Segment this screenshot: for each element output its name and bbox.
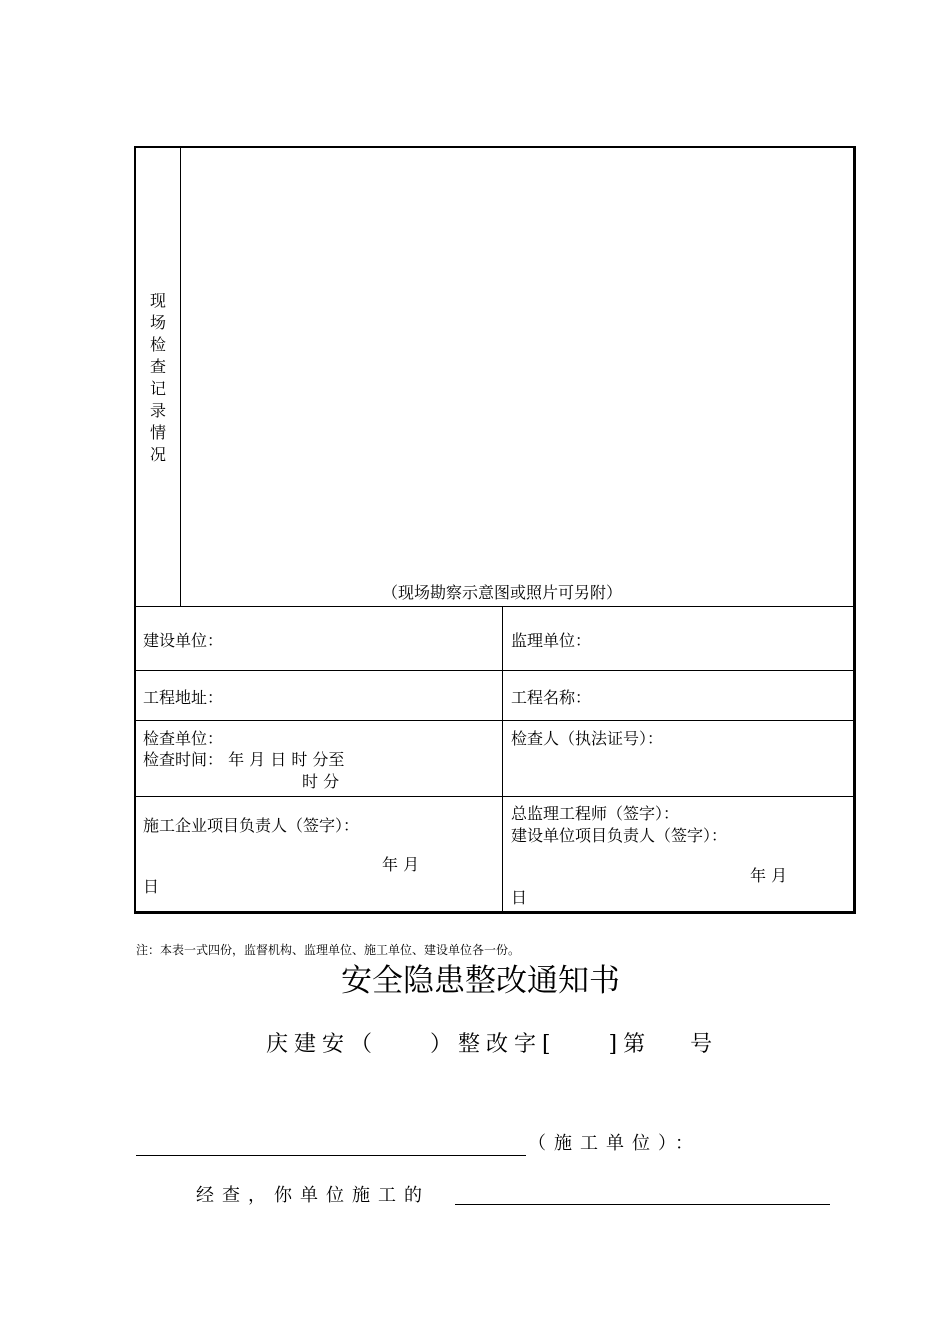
table-footnote: 注：本表一式四份，监督机构、监理单位、施工单位、建设单位各一份。 (136, 943, 521, 957)
table-border-right (853, 146, 856, 914)
contractor-manager-signature-label: 施工企业项目负责人（签字）： (143, 816, 360, 835)
recipient-suffix: （施工单位）： (528, 1133, 701, 1154)
chief-supervisor-signature-label: 总监理工程师（签字）： (511, 804, 680, 823)
table-border-left (134, 146, 136, 914)
notice-document-number: 庆建安（ ）整改字[ ]第 号 (266, 1032, 719, 1057)
recipient-name-blank[interactable] (136, 1155, 526, 1156)
table-border-bottom (134, 911, 856, 914)
owner-manager-signature-label: 建设单位项目负责人（签字）： (511, 826, 728, 845)
inspection-time-continued: 时 分 (302, 772, 340, 791)
inspector-label: 检查人（执法证号）： (511, 729, 664, 748)
row-separator-3 (136, 720, 854, 721)
project-address-label: 工程地址： (143, 688, 224, 707)
record-attachment-hint: （现场勘察示意图或照片可另附） (382, 583, 623, 602)
row-separator-2 (136, 670, 854, 671)
owner-date-day: 日 (511, 888, 528, 907)
record-divider (180, 148, 181, 607)
record-section-label: 现场检查记录情况 (149, 291, 166, 464)
inspection-unit-label: 检查单位： (143, 729, 224, 748)
project-name-blank[interactable] (455, 1204, 830, 1205)
notice-body-start: 经查，你单位施工的 (196, 1185, 430, 1206)
owner-date-year-month: 年 月 (750, 866, 788, 885)
column-divider (502, 607, 503, 912)
inspection-time-label: 检查时间： 年 月 日 时 分至 (143, 750, 345, 769)
supervision-unit-label: 监理单位： (511, 631, 592, 650)
notice-title: 安全隐患整改通知书 (341, 963, 620, 999)
project-name-label: 工程名称： (511, 688, 592, 707)
contractor-date-year-month: 年 月 (382, 855, 420, 874)
record-content-area[interactable] (182, 150, 852, 580)
construction-unit-label: 建设单位： (143, 631, 224, 650)
table-border-top (134, 146, 856, 148)
row-separator-4 (136, 796, 854, 797)
contractor-date-day: 日 (143, 877, 160, 896)
row-separator-1 (136, 606, 854, 607)
